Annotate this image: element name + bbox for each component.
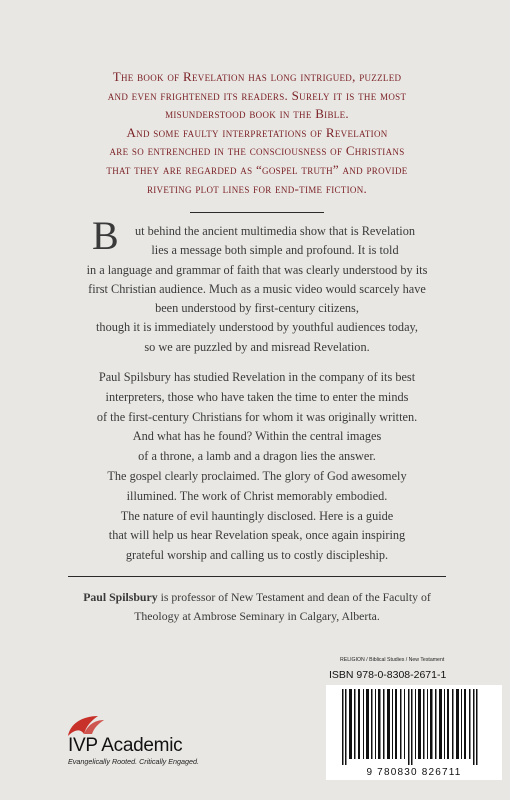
page-edge [510, 0, 517, 800]
divider-rule [68, 576, 446, 577]
intro-line: misunderstood book in the Bible. [165, 106, 349, 122]
dropcap-line [20, 213, 494, 261]
author-bio [20, 588, 494, 625]
paragraph-line: lies a message both simple and profound. It is told [151, 243, 399, 258]
category-label: RELIGION / Biblical Studies / New Testament [340, 657, 445, 663]
paragraph-line: interpreters, those who have taken the time to enter the minds [105, 389, 409, 404]
paragraph-line: ut behind the ancient multimedia show that is Revelation [134, 224, 416, 238]
intro-line: that they are regarded as “gospel truth” and provide [106, 161, 408, 177]
barcode-number: 9 780830 826711 [366, 767, 462, 778]
paragraph-line: been understood by first-century citizens, [155, 301, 359, 316]
paragraph-line: first Christian audience. Much as a music video would scarcely have [88, 281, 426, 296]
paragraph-line: And what has he found? Within the central images [132, 429, 382, 444]
paragraph-line: illumined. The work of Christ memorably embodied. [126, 488, 388, 503]
paragraph-line: Paul Spilsbury has studied Revelation in the company of its best [98, 370, 416, 384]
intro-line: riveting plot lines for end-time fiction. [146, 180, 368, 196]
author-bio-line: Theology at Ambrose Seminary in Calgary, Alberta. [134, 608, 380, 623]
paragraph-line: of a throne, a lamb and a dragon lies the answer. [138, 449, 376, 464]
barcode-bars [336, 689, 492, 765]
intro-blurb [20, 68, 494, 198]
author-bio-line [20, 588, 494, 607]
publisher-tagline: Evangelically Rooted. Critically Engaged. [68, 757, 200, 766]
publisher-name: IVP Academic [68, 735, 183, 756]
description-paragraph-2 [20, 368, 494, 566]
intro-line: are so entrenched in the consciousness of Christians [109, 143, 405, 159]
intro-line: And some faulty interpretations of Revelation [126, 124, 388, 140]
paragraph-line: of the first-century Christians for whom it was originally written. [96, 409, 418, 424]
paragraph-line: though it is immediately understood by youthful audiences today, [96, 320, 418, 335]
isbn-label: ISBN 978-0-8308-2671-1 [329, 669, 447, 681]
paragraph-line: that will help us hear Revelation speak, once again inspiring [108, 528, 406, 543]
paragraph-line: so we are puzzled by and misread Revelation. [144, 339, 370, 354]
paragraph-line: grateful worship and calling us to costly discipleship. [125, 548, 389, 563]
divider-rule [190, 212, 324, 213]
barcode [326, 685, 502, 780]
intro-line: The book of Revelation has long intrigued, puzzled [112, 69, 402, 84]
description-paragraph-1 [20, 213, 494, 357]
author-bio-text: is professor of New Testament and dean of the Faculty of [157, 590, 431, 604]
paragraph-line: in a language and grammar of faith that was clearly understood by its [86, 262, 428, 277]
paragraph-line: The nature of evil hauntingly disclosed. Here is a guide [120, 508, 394, 523]
intro-line: and even frightened its readers. Surely it is the most [107, 87, 407, 103]
author-name: Paul Spilsbury [83, 590, 158, 604]
drop-cap: B [92, 213, 119, 258]
paragraph-line: The gospel clearly proclaimed. The glory of God awesomely [107, 468, 407, 483]
